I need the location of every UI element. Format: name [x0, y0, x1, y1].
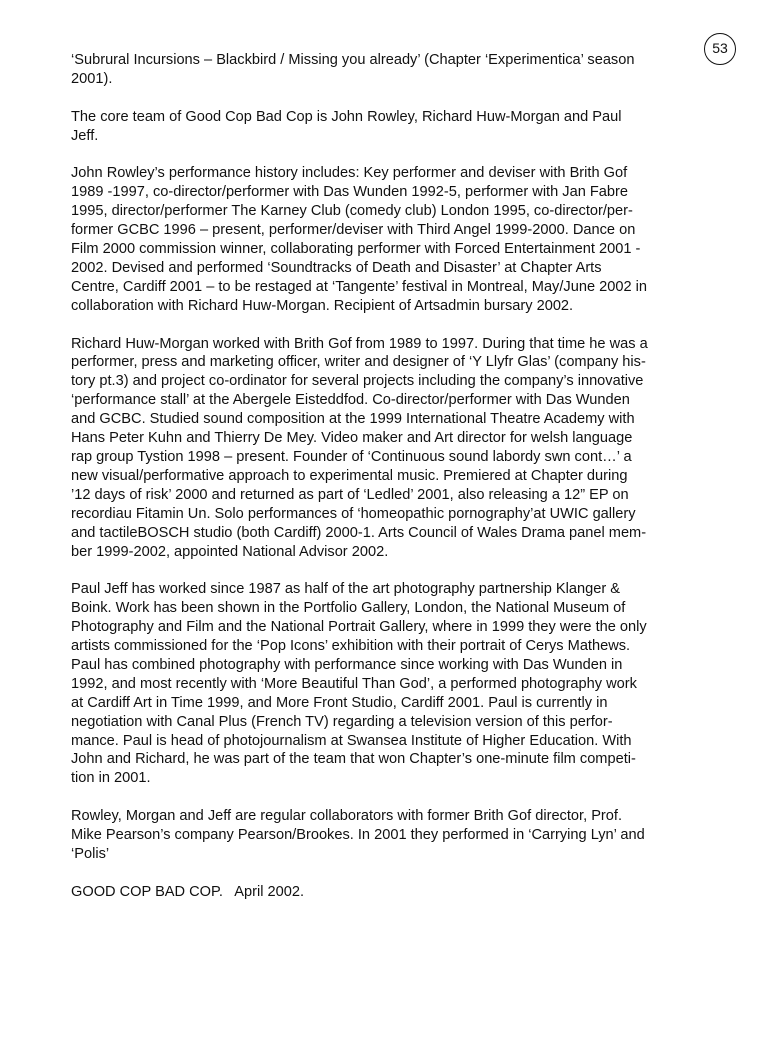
text-line: Boink. Work has been shown in the Portfolio Gallery, London, the National Museum of	[71, 600, 626, 617]
text-line: artists commissioned for the ‘Pop Icons’ exhibition with their portrait of Cerys Mathews.	[71, 638, 631, 655]
paragraph-john-rowley	[71, 164, 699, 315]
text-line: Centre, Cardiff 2001 – to be restaged at ‘Tangente’ festival in Montreal, May/June 2002 in	[71, 278, 647, 295]
paragraph-signature	[71, 883, 699, 902]
paragraph-core-team	[71, 108, 699, 146]
paragraph-richard-huw-morgan	[71, 335, 699, 562]
paragraph-intro-continuation	[71, 51, 699, 89]
text-line: 1995, director/performer The Karney Club (comedy club) London 1995, co-director/per-	[71, 203, 633, 220]
text-line: rap group Tystion 1998 – present. Founder of ‘Continuous sound labordy swn cont…’ a	[71, 448, 632, 465]
text-line: ‘Polis’	[71, 845, 110, 862]
text-line: ‘performance stall’ at the Abergele Eisteddfod. Co-director/performer with Das Wunden	[71, 392, 630, 409]
text-line: former GCBC 1996 – present, performer/deviser with Third Angel 1999-2000. Dance on	[71, 222, 636, 239]
text-line: 2001).	[71, 70, 113, 87]
text-line: 2002. Devised and performed ‘Soundtracks of Death and Disaster’ at Chapter Arts	[71, 259, 602, 276]
text-line: and GCBC. Studied sound composition at the 1999 International Theatre Academy with	[71, 411, 635, 428]
text-line: performer, press and marketing officer, writer and designer of ‘Y Llyfr Glas’ (company his-	[71, 354, 646, 371]
text-line: and tactileBOSCH studio (both Cardiff) 2000-1. Arts Council of Wales Drama panel mem-	[71, 524, 647, 541]
text-line: ber 1999-2002, appointed National Advisor 2002.	[71, 543, 389, 560]
text-line: tion in 2001.	[71, 770, 151, 787]
text-line: Mike Pearson’s company Pearson/Brookes. In 2001 they performed in ‘Carrying Lyn’ and	[71, 827, 645, 844]
text-line: ‘Subrural Incursions – Blackbird / Missing you already’ (Chapter ‘Experimentica’ season	[71, 52, 635, 68]
text-line: GOOD COP BAD COP. April 2002.	[71, 883, 305, 900]
text-line: recordiau Fitamin Un. Solo performances of ‘homeopathic pornography’at UWIC gallery	[71, 505, 636, 522]
text-line: The core team of Good Cop Bad Cop is John Rowley, Richard Huw-Morgan and Paul	[71, 108, 622, 125]
text-line: 1989 -1997, co-director/performer with Das Wunden 1992-5, performer with Jan Fabre	[71, 184, 628, 201]
text-line: Richard Huw-Morgan worked with Brith Gof from 1989 to 1997. During that time he was a	[71, 335, 648, 352]
text-line: John and Richard, he was part of the team that won Chapter’s one-minute film competi-	[71, 751, 636, 768]
text-line: 1992, and most recently with ‘More Beautiful Than God’, a performed photography work	[71, 675, 637, 692]
paragraph-paul-jeff	[71, 580, 699, 788]
paragraph-collaborators	[71, 807, 699, 864]
text-line: at Cardiff Art in Time 1999, and More Front Studio, Cardiff 2001. Paul is currently in	[71, 694, 608, 711]
text-line: mance. Paul is head of photojournalism at Swansea Institute of Higher Education. With	[71, 732, 632, 749]
text-line: new visual/performative approach to experimental music. Premiered at Chapter during	[71, 467, 628, 484]
text-line: negotiation with Canal Plus (French TV) regarding a television version of this perfor-	[71, 713, 613, 730]
text-line: collaboration with Richard Huw-Morgan. Recipient of Artsadmin bursary 2002.	[71, 297, 574, 314]
text-line: Photography and Film and the National Portrait Gallery, where in 1999 they were the only	[71, 619, 647, 636]
text-line: tory pt.3) and project co-ordinator for several projects including the company’s innovative	[71, 373, 644, 390]
text-line: Rowley, Morgan and Jeff are regular collaborators with former Brith Gof director, Prof.	[71, 808, 623, 825]
text-line: John Rowley’s performance history includes: Key performer and deviser with Brith Gof	[71, 165, 628, 182]
text-line: Paul Jeff has worked since 1987 as half of the art photography partnership Klanger &	[71, 581, 620, 598]
text-line: Hans Peter Kuhn and Thierry De Mey. Video maker and Art director for welsh language	[71, 430, 633, 447]
page-number: 53	[704, 33, 736, 65]
text-line: Jeff.	[71, 127, 99, 144]
text-line: Film 2000 commission winner, collaborating performer with Forced Entertainment 2001 -	[71, 241, 641, 258]
document-body	[71, 51, 699, 921]
text-line: Paul has combined photography with performance since working with Das Wunden in	[71, 656, 623, 673]
text-line: ’12 days of risk’ 2000 and returned as part of ‘Ledled’ 2001, also releasing a 12” EP on	[71, 486, 629, 503]
